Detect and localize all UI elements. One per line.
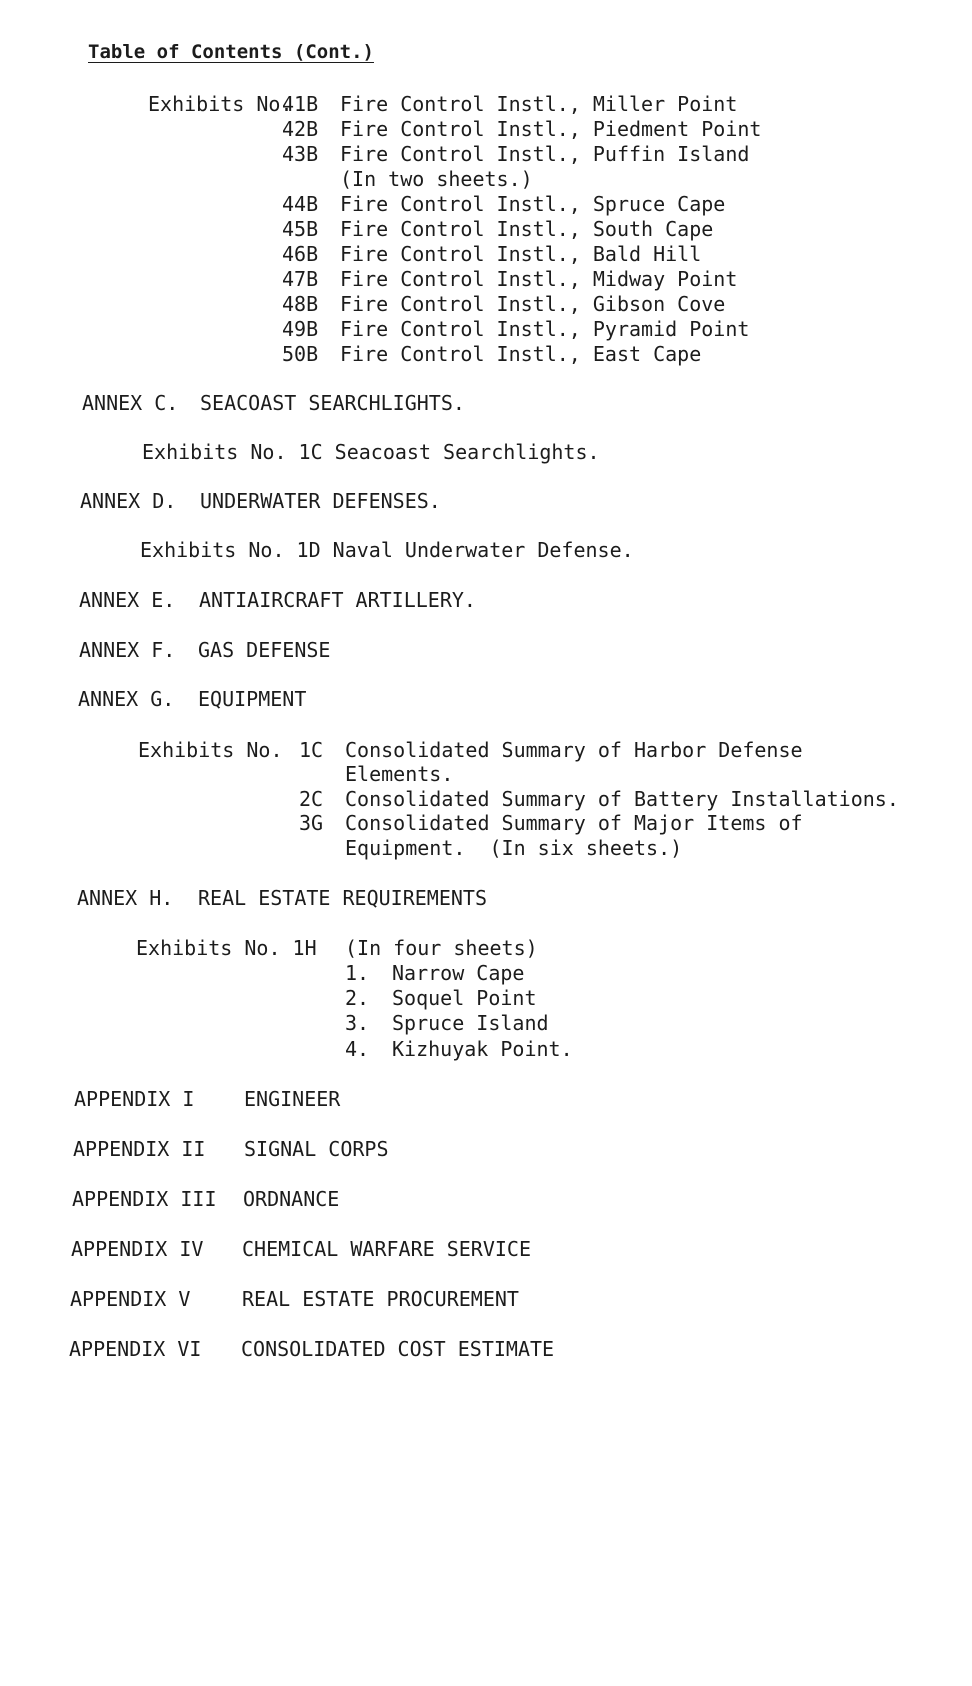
exhibit-number: 45B: [282, 217, 319, 241]
annex-g-label: ANNEX G.: [78, 687, 175, 711]
exhibit-number: 1C: [299, 738, 324, 762]
exhibit-number: 44B: [282, 192, 319, 216]
exhibit-title: Fire Control Instl., Spruce Cape: [340, 192, 726, 216]
appendix-label: APPENDIX V: [70, 1287, 191, 1311]
exhibit-title: Fire Control Instl., Gibson Cove: [340, 292, 726, 316]
annex-c-label: ANNEX C.: [82, 391, 179, 415]
annex-g-title: EQUIPMENT: [198, 687, 307, 711]
annex-d-label: ANNEX D.: [80, 489, 177, 513]
exhibit-title: Equipment. (In six sheets.): [345, 836, 683, 860]
annex-e-label: ANNEX E.: [79, 588, 176, 612]
exhibit-title: Elements.: [345, 762, 454, 786]
exhibit-title: Fire Control Instl., Puffin Island: [340, 142, 750, 166]
exhibit-title: Fire Control Instl., Bald Hill: [340, 242, 702, 266]
exhibit-title: Fire Control Instl., Miller Point: [340, 92, 738, 116]
exhibit-number: 46B: [282, 242, 319, 266]
exhibit-title: (In two sheets.): [340, 167, 533, 191]
list-item-number: 2.: [345, 986, 370, 1010]
annex-h-exhibit-prefix: Exhibits No. 1H: [136, 936, 317, 960]
exhibit-number: 48B: [282, 292, 319, 316]
exhibits-prefix: Exhibits No.: [148, 92, 293, 116]
appendix-label: APPENDIX I: [74, 1087, 195, 1111]
appendix-label: APPENDIX II: [73, 1137, 206, 1161]
appendix-label: APPENDIX VI: [69, 1337, 202, 1361]
exhibit-title: Fire Control Instl., Piedment Point: [340, 117, 762, 141]
annex-f-label: ANNEX F.: [79, 638, 176, 662]
exhibit-title: Consolidated Summary of Battery Installations.: [345, 787, 899, 811]
annex-h-label: ANNEX H.: [77, 886, 174, 910]
annex-f-title: GAS DEFENSE: [198, 638, 331, 662]
annex-h-exhibit-note: (In four sheets): [345, 936, 538, 960]
annex-c-title: SEACOAST SEARCHLIGHTS.: [200, 391, 465, 415]
annex-d-exhibit: Exhibits No. 1D Naval Underwater Defense.: [140, 538, 634, 562]
appendix-title: SIGNAL CORPS: [244, 1137, 389, 1161]
appendix-title: CHEMICAL WARFARE SERVICE: [242, 1237, 531, 1261]
appendix-label: APPENDIX IV: [71, 1237, 204, 1261]
exhibit-number: 42B: [282, 117, 319, 141]
exhibit-title: Fire Control Instl., Midway Point: [340, 267, 738, 291]
exhibit-title: Fire Control Instl., East Cape: [340, 342, 702, 366]
annex-h-title: REAL ESTATE REQUIREMENTS: [198, 886, 487, 910]
exhibit-number: 43B: [282, 142, 319, 166]
annex-c-exhibit: Exhibits No. 1C Seacoast Searchlights.: [142, 440, 600, 464]
page-title: Table of Contents (Cont.): [88, 41, 374, 63]
list-item: Spruce Island: [392, 1011, 549, 1035]
exhibit-number: 2C: [299, 787, 324, 811]
annex-e-title: ANTIAIRCRAFT ARTILLERY.: [199, 588, 476, 612]
list-item: Narrow Cape: [392, 961, 525, 985]
exhibit-number: 50B: [282, 342, 319, 366]
appendix-title: ORDNANCE: [243, 1187, 340, 1211]
annex-g-exhibits-prefix: Exhibits No.: [138, 738, 283, 762]
appendix-title: ENGINEER: [244, 1087, 341, 1111]
exhibit-number: 41B: [282, 92, 319, 116]
list-item-number: 1.: [345, 961, 370, 985]
list-item: Soquel Point: [392, 986, 537, 1010]
list-item-number: 3.: [345, 1011, 370, 1035]
appendix-label: APPENDIX III: [72, 1187, 217, 1211]
list-item: Kizhuyak Point.: [392, 1037, 573, 1061]
exhibit-number: 3G: [299, 811, 324, 835]
exhibit-title: Consolidated Summary of Major Items of: [345, 811, 803, 835]
exhibit-title: Consolidated Summary of Harbor Defense: [345, 738, 803, 762]
appendix-title: CONSOLIDATED COST ESTIMATE: [241, 1337, 555, 1361]
annex-d-title: UNDERWATER DEFENSES.: [200, 489, 441, 513]
exhibit-number: 47B: [282, 267, 319, 291]
exhibit-title: Fire Control Instl., Pyramid Point: [340, 317, 750, 341]
exhibit-number: 49B: [282, 317, 319, 341]
exhibit-title: Fire Control Instl., South Cape: [340, 217, 714, 241]
appendix-title: REAL ESTATE PROCUREMENT: [242, 1287, 519, 1311]
list-item-number: 4.: [345, 1037, 370, 1061]
